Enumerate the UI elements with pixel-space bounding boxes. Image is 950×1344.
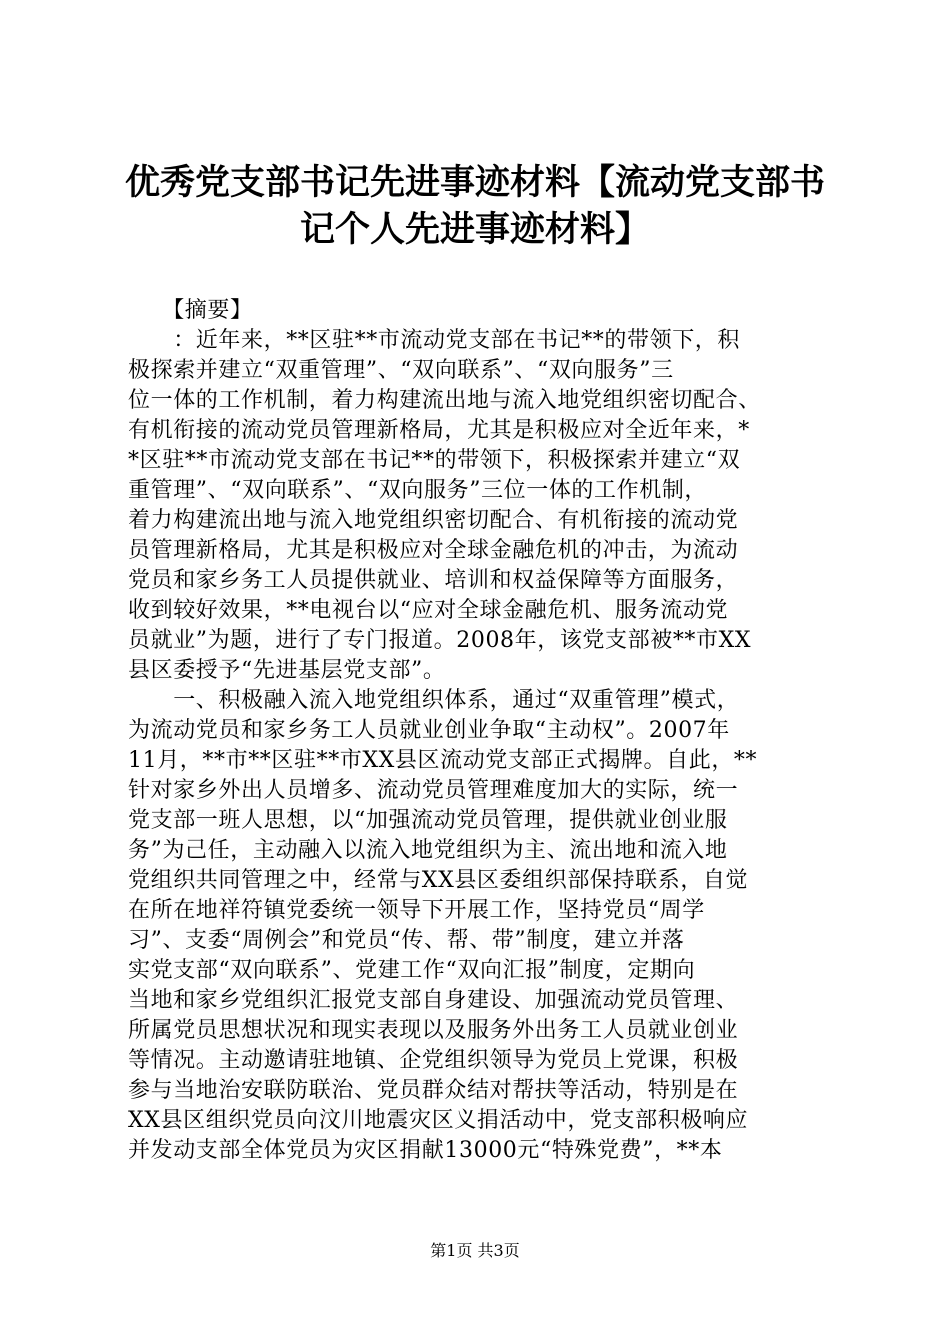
body-line: 党支部一班人思想，以“加强流动党员管理，提供就业创业服 [128,808,728,833]
body-line: 着力构建流出地与流入地党组织密切配合、有机衔接的流动党 [128,508,739,533]
body-line: 重管理”、“双向联系”、“双向服务”三位一体的工作机制， [128,478,708,503]
body-line: 位一体的工作机制，着力构建流出地与流入地党组织密切配合、 [128,388,761,413]
body-line: 党员和家乡务工人员提供就业、培训和权益保障等方面服务， [128,568,739,593]
body-line: 一、积极融入流入地党组织体系，通过“双重管理”模式， [128,688,740,713]
body-line: 参与当地治安联防联治、党员群众结对帮扶等活动，特别是在 [128,1078,739,1103]
body-line: 员就业”为题，进行了专门报道。2008年，该党支部被**市XX [128,628,752,653]
body-line: 等情况。主动邀请驻地镇、企党组织领导为党员上党课，积极 [128,1048,739,1073]
body-line: 习”、支委“周例会”和党员“传、帮、带”制度，建立并落 [128,928,685,953]
body-line: XX县区组织党员向汶川地震灾区义捐活动中，党支部积极响应 [128,1108,749,1133]
body-line: 【摘要】 [128,298,253,323]
body-line: 为流动党员和家乡务工人员就业创业争取“主动权”。2007年 [128,718,730,743]
document-title [120,160,830,254]
body-line: 所属党员思想状况和现实表现以及服务外出务工人员就业创业 [128,1018,739,1043]
body-line: *区驻**市流动党支部在书记**的带领下，积极探索并建立“双 [128,448,741,473]
body-line: 极探索并建立“双重管理”、“双向联系”、“双向服务”三 [128,358,674,383]
body-line: 有机衔接的流动党员管理新格局，尤其是积极应对全近年来，* [128,418,750,443]
body-line: 员管理新格局，尤其是积极应对全球金融危机的冲击，为流动 [128,538,739,563]
body-line: 当地和家乡党组织汇报党支部自身建设、加强流动党员管理、 [128,988,739,1013]
title-line-2: 记个人先进事迹材料】 [299,210,650,250]
body-line: 在所在地祥符镇党委统一领导下开展工作，坚持党员“周学 [128,898,705,923]
title-line-1: 优秀党支部书记先进事迹材料【流动党支部书 [124,163,825,203]
body-line: 11月，**市**区驻**市XX县区流动党支部正式揭牌。自此，** [128,748,758,773]
body-line: 务”为己任，主动融入以流入地党组织为主、流出地和流入地 [128,838,728,863]
document-body [128,296,828,1166]
body-line: ：近年来，**区驻**市流动党支部在书记**的带领下，积 [128,328,741,353]
body-line: 收到较好效果，**电视台以“应对全球金融危机、服务流动党 [128,598,729,623]
body-line: 党组织共同管理之中，经常与XX县区委组织部保持联系，自觉 [128,868,749,893]
body-line: 针对家乡外出人员增多、流动党员管理难度加大的实际，统一 [128,778,739,803]
page-footer: 第1页 共3页 [430,1241,520,1260]
body-line: 县区委授予“先进基层党支部”。 [128,658,446,683]
body-line: 实党支部“双向联系”、党建工作“双向汇报”制度，定期向 [128,958,696,983]
body-line: 并发动支部全体党员为灾区捐献13000元“特殊党费”，**本 [128,1138,723,1163]
